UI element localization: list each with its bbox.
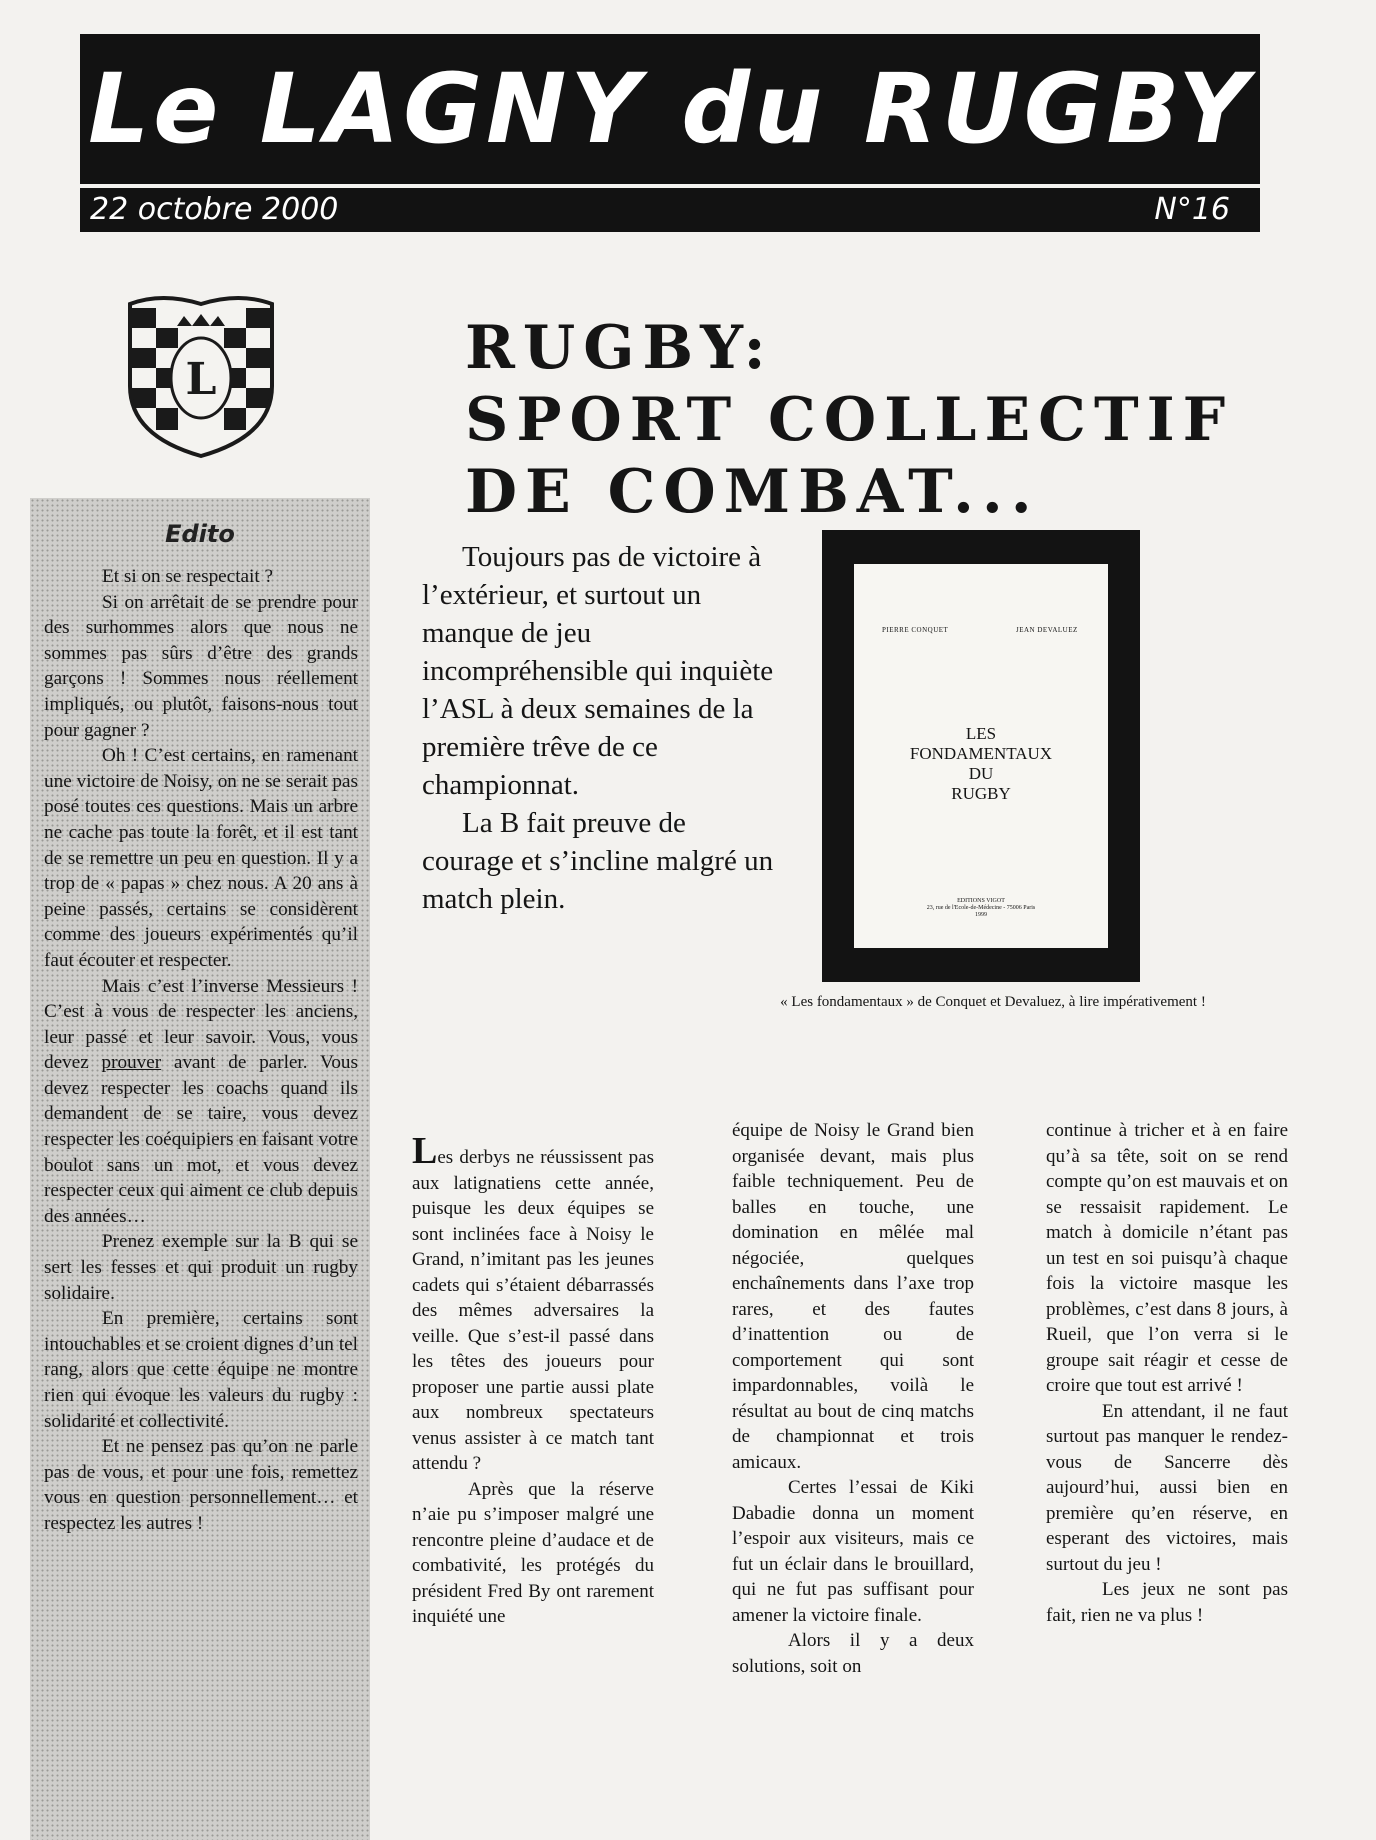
book-caption: « Les fondamentaux » de Conquet et Devaluez, à lire impérativement ! xyxy=(780,994,1206,1010)
article-paragraph xyxy=(412,1130,654,1477)
edito-text: Mais c’est l’inverse Messieurs ! C’est à vous de respecter les anciens, leur passé et leur savoir. Vous, vous devez xyxy=(44,975,358,1074)
book-author-1: PIERRE CONQUET xyxy=(882,626,949,634)
edito-box xyxy=(30,498,370,1840)
publisher-line: EDITIONS VIGOT xyxy=(957,898,1005,904)
edito-underlined-word: prouver xyxy=(101,1052,162,1074)
edito-paragraph: Prenez exemple sur la B qui se sert les fesses et qui produit un rugby solidaire. xyxy=(44,1231,358,1304)
date-bar xyxy=(80,188,1260,232)
article-column-1 xyxy=(412,1130,654,1630)
article-column-2 xyxy=(732,1118,974,1679)
book-author-2: JEAN DEVALUEZ xyxy=(1016,626,1078,634)
headline-line-2: SPORT COLLECTIF xyxy=(465,385,1234,455)
main-headline xyxy=(465,312,1315,528)
article-column-3 xyxy=(1046,1118,1288,1628)
edito-paragraph xyxy=(44,974,358,1230)
edito-paragraph: Oh ! C’est certains, en ramenant une victoire de Noisy, on ne se serait pas posé toutes ces questions. Mais un arbre ne cache pas toute la forêt, et il est tant de se remettre un peu en question. Il y a trop de « papas » chez nous. A 20 ans à peine passés, certains se considèrent comme des joueurs expérimentés qu’il faut écouter et respecter. xyxy=(44,745,358,971)
book-publisher xyxy=(854,898,1108,919)
edito-title: Edito xyxy=(165,520,235,548)
headline-line-3: DE COMBAT... xyxy=(465,457,1040,527)
crest-letters: L xyxy=(185,354,217,405)
book-title-line: LES xyxy=(965,724,997,743)
book-photo xyxy=(822,530,1140,982)
publisher-line: 1999 xyxy=(975,912,987,918)
edito-body xyxy=(44,564,358,1537)
article-paragraph: Certes l’essai de Kiki Dabadie donna un moment l’espoir aux visiteurs, mais ce fut un éclair dans le brouillard, qui ne fut pas suffisant pour amener la victoire finale. xyxy=(732,1477,974,1626)
book-title xyxy=(854,724,1108,804)
intro-paragraph-2: La B fait preuve de courage et s’incline malgré un match plein. xyxy=(422,807,774,915)
article-paragraph: Après que la réserve n’aie pu s’imposer malgré une rencontre pleine d’audace et de combativité, les protégés du président Fred By ont rarement inquiété une xyxy=(412,1478,654,1627)
edito-paragraph: En première, certains sont intouchables et se croient dignes d’un tel rang, alors que cette équipe ne montre rien qui évoque les valeurs du rugby : solidarité et collectivité. xyxy=(44,1308,358,1432)
issue-number: N°16 xyxy=(1154,192,1230,227)
issue-date: 22 octobre 2000 xyxy=(90,192,339,227)
book-cover xyxy=(854,564,1108,948)
masthead-title: Le LAGNY du RUGBY xyxy=(80,34,1260,184)
club-crest-icon xyxy=(122,290,280,460)
book-title-line: RUGBY xyxy=(951,784,1011,803)
intro-text xyxy=(422,538,782,918)
edito-paragraph: Si on arrêtait de se prendre pour des surhommes alors que nous ne sommes pas sûrs d’être des grands garçons ! Sommes nous réellement impliqués, ou plutôt, faisons-nous tout pour gagner ? xyxy=(44,591,358,741)
article-paragraph: En attendant, il ne faut surtout pas manquer le rendez-vous de Sancerre dès aujourd’hui, aussi bien en première qu’en réserve, en esperant des victoires, mais surtout du jeu ! xyxy=(1046,1400,1288,1575)
book-title-line: DU xyxy=(968,764,994,783)
article-paragraph: équipe de Noisy le Grand bien organisée devant, mais plus faible techniquement. Peu de balles en touche, une domination en mêlée mal négociée, quelques enchaînements dans l’axe trop rares, et des fautes d’inattention ou de comportement qui sont impardonnables, voilà le résultat au bout de cinq matchs de championnat et trois amicaux. xyxy=(732,1120,974,1473)
intro-paragraph-1: Toujours pas de victoire à l’extérieur, et surtout un manque de jeu incompréhensible qui inquiète l’ASL à deux semaines de la première trêve de ce championnat. xyxy=(422,541,774,801)
publisher-line: 23, rue de l'Ecole-de-Médecine - 75006 Paris xyxy=(926,905,1036,911)
article-paragraph: Les jeux ne sont pas fait, rien ne va plus ! xyxy=(1046,1579,1288,1626)
edito-text: avant de parler. Vous devez respecter les coachs quand ils demandent de se taire, vous devez respecter les coéquipiers en faisant votre boulot sans un mot, et vous devez respecter ceux qui aiment ce club depuis des années… xyxy=(44,1052,358,1227)
drop-cap: L xyxy=(412,1130,438,1172)
edito-paragraph: Et ne pensez pas qu’on ne parle pas de vous, et pour une fois, remettez vous en question personnellement… et respectez les autres ! xyxy=(44,1436,358,1534)
book-title-line: FONDAMENTAUX xyxy=(909,744,1053,763)
article-paragraph: continue à tricher et à en faire qu’à sa tête, soit on se rend compte qu’on est mauvais et on se ressaisit rapidement. Le match à domicile n’étant pas un test en soi puisqu’à chaque fois la victoire masque les problèmes, c’est dans 8 jours, à Rueil, que l’on verra si le groupe sait réagir et cesse de croire que tout est arrivé ! xyxy=(1046,1120,1288,1396)
article-paragraph: Alors il y a deux solutions, soit on xyxy=(732,1630,974,1677)
article-text: es derbys ne réussissent pas aux latignatiens cette année, puisque les deux équipes se sont inclinées face à Noisy le Grand, n’imitant pas les jeunes cadets qui s’étaient débarrassés des mêmes adversaires la veille. Que s’est-il passé dans les têtes des joueurs pour proposer une partie aussi plate aux nombreux spectateurs venus assister à ce match tant attendu ? xyxy=(412,1147,654,1474)
edito-paragraph: Et si on se respectait ? xyxy=(102,566,274,587)
headline-line-1: RUGBY: xyxy=(465,313,774,383)
